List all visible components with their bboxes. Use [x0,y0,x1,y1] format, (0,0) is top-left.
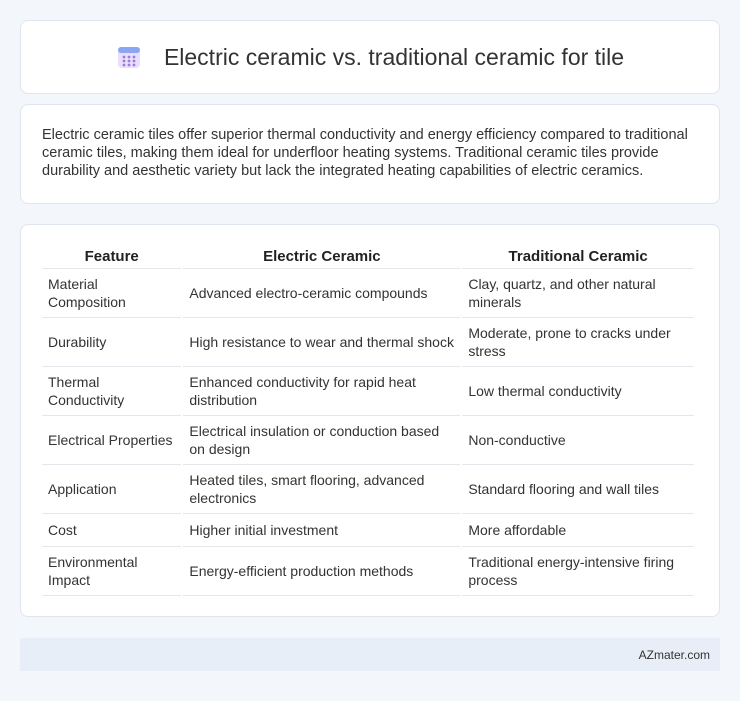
header-electric-ceramic: Electric Ceramic [183,247,460,269]
summary-card [20,104,720,204]
comparison-table-card [20,224,720,617]
row-feature: Material Composition [42,269,181,318]
row-feature: Application [42,465,181,514]
calendar-grid-icon [116,44,142,70]
table-row [42,514,694,547]
row-electric: Enhanced conductivity for rapid heat distribution [183,367,460,416]
title-card [20,20,720,94]
row-electric: Advanced electro-ceramic compounds [183,269,460,318]
row-electric: Electrical insulation or conduction based on design [183,416,460,465]
row-feature: Durability [42,318,181,367]
comparison-table [40,247,696,596]
row-feature: Electrical Properties [42,416,181,465]
row-traditional: Traditional energy-intensive firing process [462,547,694,596]
row-feature: Environmental Impact [42,547,181,596]
summary-text: Electric ceramic tiles offer superior thermal conductivity and energy efficiency compared to traditional ceramic tiles, making them ideal for underfloor heating systems. Traditional ceramic tiles provide durability and aesthetic variety but lack the integrated heating capabilities of electric ceramics. [42,127,688,179]
footer-brand[interactable]: AZmater.com [638,647,710,662]
page-title: Electric ceramic vs. traditional ceramic for tile [163,43,625,70]
table-row [42,367,694,416]
row-traditional: More affordable [462,514,694,547]
header-traditional-ceramic: Traditional Ceramic [462,247,694,269]
row-traditional: Non-conductive [462,416,694,465]
table-row [42,416,694,465]
table-row [42,269,694,318]
row-feature: Cost [42,514,181,547]
header-feature: Feature [42,247,181,269]
row-traditional: Moderate, prone to cracks under stress [462,318,694,367]
row-electric: Higher initial investment [183,514,460,547]
row-traditional: Standard flooring and wall tiles [462,465,694,514]
table-row [42,318,694,367]
table-header-row [42,247,694,269]
row-traditional: Low thermal conductivity [462,367,694,416]
table-row [42,547,694,596]
row-traditional: Clay, quartz, and other natural minerals [462,269,694,318]
footer [20,638,720,671]
row-electric: High resistance to wear and thermal shock [183,318,460,367]
row-electric: Energy-efficient production methods [183,547,460,596]
row-feature: Thermal Conductivity [42,367,181,416]
row-electric: Heated tiles, smart flooring, advanced electronics [183,465,460,514]
table-row [42,465,694,514]
